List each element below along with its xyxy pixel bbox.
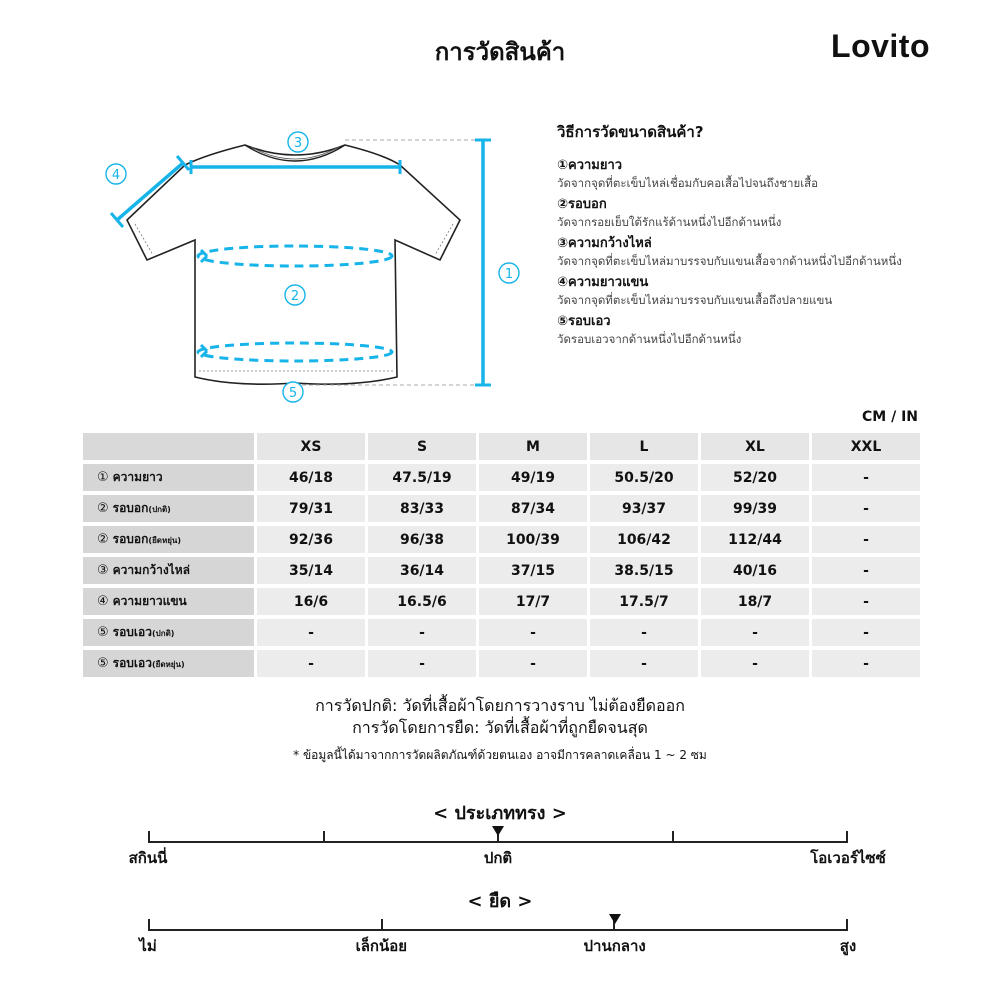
scale-tick <box>846 831 848 843</box>
table-row <box>83 464 920 491</box>
scale-tick <box>381 919 383 931</box>
size-cell: - <box>701 650 809 677</box>
unit-label: CM / IN <box>862 409 918 425</box>
row-label-text: ความยาวแขน <box>112 594 187 608</box>
size-cell: - <box>812 464 920 491</box>
size-header: L <box>590 433 698 460</box>
howto-desc: วัดจากจุดที่ตะเข็บไหล่มาบรรจบกับแขนเสื้อถึงปลายแขน <box>557 293 833 307</box>
size-table <box>80 429 923 681</box>
size-cell: 52/20 <box>701 464 809 491</box>
marker-3 <box>288 132 308 152</box>
size-cell: - <box>812 619 920 646</box>
size-header-row <box>83 433 920 460</box>
row-number: ⑤ <box>97 656 109 671</box>
scale-tick <box>323 831 325 843</box>
size-cell: - <box>812 588 920 615</box>
table-row <box>83 619 920 646</box>
scale-tick <box>846 919 848 931</box>
howto-item-sleeve: ④ความยาวแขน วัดจากจุดที่ตะเข็บไหล่มาบรรจบกับแขนเสื้อถึงปลายแขน <box>557 274 977 308</box>
row-number: ① <box>97 470 109 485</box>
row-label-text: รอบเอว <box>112 656 152 670</box>
svg-text:2: 2 <box>290 289 300 304</box>
svg-text:1: 1 <box>504 267 514 282</box>
svg-text:3: 3 <box>293 136 303 151</box>
scale-label: ปานกลาง <box>583 937 646 955</box>
howto-item-length: ①ความยาว วัดจากจุดที่ตะเข็บไหล่เชื่อมกับคอเสื้อไปจนถึงชายเสื้อ <box>557 157 977 191</box>
size-cell: - <box>812 650 920 677</box>
size-cell: 100/39 <box>479 526 587 553</box>
scale-tick <box>148 919 150 931</box>
scale-label: ไม่ <box>139 937 157 955</box>
row-label-note: (ปกติ) <box>148 505 171 514</box>
howto-desc: วัดจากจุดที่ตะเข็บไหล่เชื่อมกับคอเสื้อไปจนถึงชายเสื้อ <box>557 176 819 190</box>
size-cell: 87/34 <box>479 495 587 522</box>
scale-marker <box>492 826 504 836</box>
scale-label: เล็กน้อย <box>355 937 408 955</box>
size-cell: - <box>257 650 365 677</box>
size-cell: 18/7 <box>701 588 809 615</box>
size-cell: 46/18 <box>257 464 365 491</box>
row-label <box>83 464 254 491</box>
size-cell: 40/16 <box>701 557 809 584</box>
howto-name: รอบอก <box>568 197 607 212</box>
tshirt-diagram <box>95 125 525 410</box>
scale-marker <box>609 914 621 924</box>
howto-item-chest: ②รอบอก วัดจากรอยเย็บใต้รักแร้ด้านหนึ่งไปอีกด้านหนึ่ง <box>557 196 977 230</box>
how-to-measure <box>557 120 977 352</box>
row-label-note: (ปกติ) <box>151 629 175 638</box>
howto-name: ความยาว <box>568 158 623 173</box>
size-cell: 83/33 <box>368 495 476 522</box>
row-label <box>83 619 254 646</box>
size-cell: - <box>701 619 809 646</box>
howto-item-waist: ⑤รอบเอว วัดรอบเอวจากด้านหนึ่งไปอีกด้านหนึ่ง <box>557 313 977 347</box>
tshirt-outline <box>127 145 460 384</box>
size-cell: 93/37 <box>590 495 698 522</box>
size-cell: - <box>812 495 920 522</box>
size-cell: 38.5/15 <box>590 557 698 584</box>
scale-label: โอเวอร์ไซซ์ <box>810 849 886 867</box>
size-cell: 106/42 <box>590 526 698 553</box>
table-row <box>83 495 920 522</box>
row-label-note: (ยืดหยุ่น) <box>148 536 182 545</box>
size-cell: - <box>812 526 920 553</box>
row-label-text: รอบอก <box>112 532 149 546</box>
page-title: การวัดสินค้า <box>434 38 566 66</box>
size-cell: 47.5/19 <box>368 464 476 491</box>
note-normal-measure: การวัดปกติ: วัดที่เสื้อผ้าโดยการวางราบ ไม่ต้องยืดออก <box>315 696 685 715</box>
scale-label: สูง <box>839 937 857 955</box>
table-row <box>83 526 920 553</box>
how-to-heading: วิธีการวัดขนาดสินค้า? <box>557 123 704 141</box>
marker-2 <box>285 285 305 305</box>
scale-tick <box>672 831 674 843</box>
row-label <box>83 557 254 584</box>
stretch-scale <box>148 917 848 931</box>
marker-1 <box>499 263 519 283</box>
size-cell: - <box>257 619 365 646</box>
howto-desc: วัดจากจุดที่ตะเข็บไหล่มาบรรจบกับแขนเสื้อจากด้านหนึ่งไปอีกด้านหนึ่ง <box>557 254 902 268</box>
size-header: M <box>479 433 587 460</box>
size-cell: 36/14 <box>368 557 476 584</box>
howto-desc: วัดจากรอยเย็บใต้รักแร้ด้านหนึ่งไปอีกด้านหนึ่ง <box>557 215 782 229</box>
note-disclaimer: * ข้อมูลนี้ได้มาจากการวัดผลิตภัณฑ์ด้วยตนเอง อาจมีการคลาดเคลื่อน 1 ~ 2 ซม <box>293 748 707 762</box>
row-label-text: ความกว้างไหล่ <box>112 563 190 577</box>
size-cell: - <box>812 557 920 584</box>
table-row <box>83 557 920 584</box>
scale-label: ปกติ <box>483 849 513 867</box>
howto-item-shoulder: ③ความกว้างไหล่ วัดจากจุดที่ตะเข็บไหล่มาบรรจบกับแขนเสื้อจากด้านหนึ่งไปอีกด้านหนึ่ง <box>557 235 977 269</box>
table-corner <box>83 433 254 460</box>
howto-name: ความยาวแขน <box>568 275 649 290</box>
svg-text:5: 5 <box>288 386 298 401</box>
row-label <box>83 526 254 553</box>
size-cell: 35/14 <box>257 557 365 584</box>
row-number: ③ <box>97 563 109 578</box>
size-header: XL <box>701 433 809 460</box>
size-cell: 99/39 <box>701 495 809 522</box>
size-header: XS <box>257 433 365 460</box>
marker-5 <box>283 382 303 402</box>
row-number: ⑤ <box>97 625 109 640</box>
size-cell: 92/36 <box>257 526 365 553</box>
note-stretch-measure: การวัดโดยการยืด: วัดที่เสื้อผ้าที่ถูกยืดจนสุด <box>352 718 648 737</box>
fit-scale-title: < ประเภททรง > <box>433 803 567 824</box>
size-cell: - <box>590 619 698 646</box>
size-cell: - <box>368 619 476 646</box>
size-cell: 49/19 <box>479 464 587 491</box>
size-cell: 17.5/7 <box>590 588 698 615</box>
brand-logo: Lovito <box>831 28 930 64</box>
scale-tick <box>148 831 150 843</box>
size-cell: 79/31 <box>257 495 365 522</box>
size-cell: 16.5/6 <box>368 588 476 615</box>
size-header: S <box>368 433 476 460</box>
stretch-scale-title: < ยืด > <box>467 891 533 912</box>
row-label-text: รอบเอว <box>112 625 152 639</box>
size-cell: - <box>479 650 587 677</box>
size-cell: - <box>590 650 698 677</box>
row-number: ② <box>97 532 109 547</box>
size-cell: - <box>368 650 476 677</box>
size-cell: 112/44 <box>701 526 809 553</box>
fit-scale <box>148 829 848 843</box>
size-header: XXL <box>812 433 920 460</box>
size-cell: 37/15 <box>479 557 587 584</box>
table-row <box>83 588 920 615</box>
size-cell: 17/7 <box>479 588 587 615</box>
row-label <box>83 650 254 677</box>
row-number: ④ <box>97 594 109 609</box>
scale-label: สกินนี่ <box>128 849 168 867</box>
size-cell: 50.5/20 <box>590 464 698 491</box>
table-row <box>83 650 920 677</box>
row-label-text: ความยาว <box>112 470 163 484</box>
row-label <box>83 495 254 522</box>
size-cell: - <box>479 619 587 646</box>
scale-line <box>148 929 848 931</box>
svg-text:4: 4 <box>111 168 121 183</box>
marker-4 <box>106 164 126 184</box>
howto-name: รอบเอว <box>568 314 611 329</box>
row-number: ② <box>97 501 109 516</box>
howto-name: ความกว้างไหล่ <box>568 236 652 251</box>
howto-desc: วัดรอบเอวจากด้านหนึ่งไปอีกด้านหนึ่ง <box>557 332 742 346</box>
row-label-text: รอบอก <box>112 501 149 515</box>
row-label <box>83 588 254 615</box>
size-cell: 96/38 <box>368 526 476 553</box>
size-cell: 16/6 <box>257 588 365 615</box>
row-label-note: (ยืดหยุ่น) <box>151 660 185 669</box>
